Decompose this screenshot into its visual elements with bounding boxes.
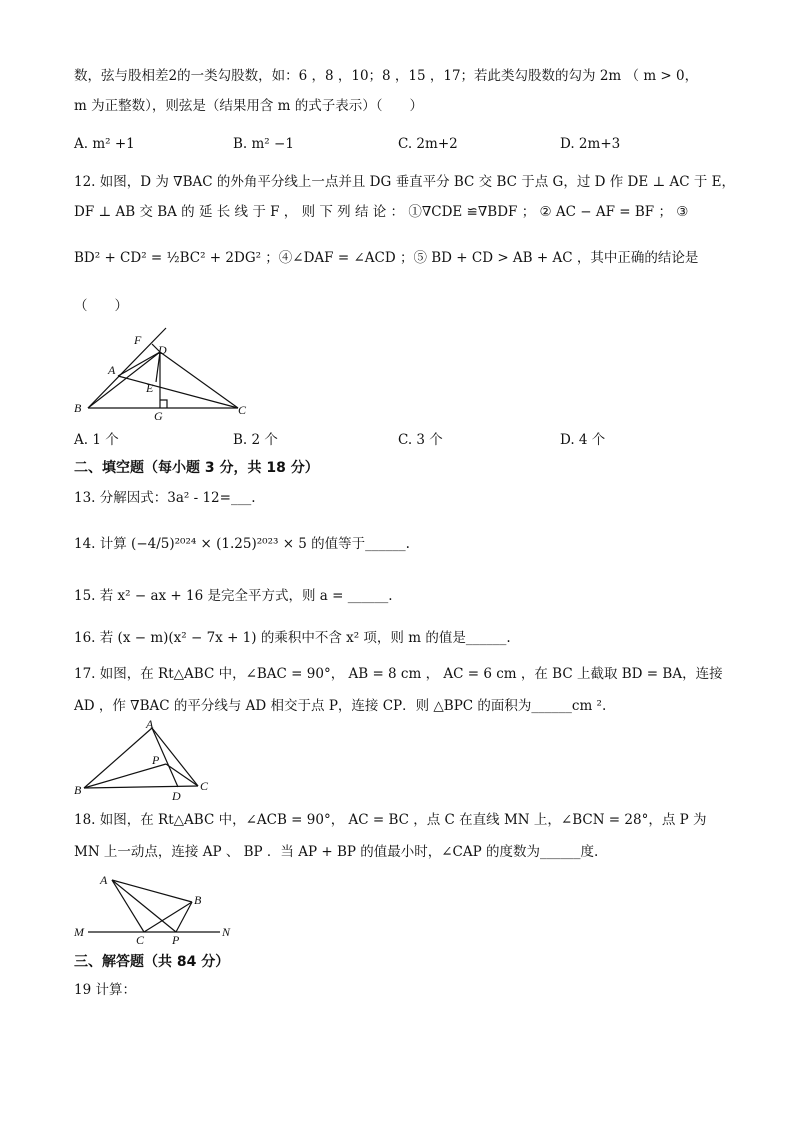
q17-figure [72, 720, 222, 802]
q19: 19 计算： [74, 982, 136, 998]
q17-label-p: P [152, 753, 160, 767]
q18-label-m: M [74, 925, 84, 939]
q11-line2: m 为正整数），则弦是（结果用含 m 的式子表示）（ ） [74, 98, 423, 114]
q17-segment-cp [166, 764, 198, 786]
q17-segment-bc [84, 786, 198, 788]
q17-line1: 17. 如图，在 Rt△ABC 中，∠BAC = 90°， AB = 8 cm ， AC = 6 cm ，在 BC 上截取 BD = BA，连接 [74, 666, 723, 682]
q12-line-bf [88, 328, 166, 408]
q18-segment-bc [144, 902, 192, 932]
q12-option-d: D. 4 个 [560, 432, 606, 448]
q12-line4: （ ） [74, 298, 128, 314]
q17-label-a: A [146, 720, 154, 731]
q16: 16. 若 (x − m)(x² − 7x + 1) 的乘积中不含 x² 项，则 m 的值是______. [74, 630, 511, 646]
q12-segment-bd [88, 352, 160, 408]
q12-figure [72, 326, 262, 422]
q17-label-b: B [74, 783, 82, 797]
q12-line2: DF ⊥ AB 交 BA 的 延 长 线 于 F ， 则 下 列 结 论 ： ①∇CDE ≌∇BDF ； ② AC − AF = BF ； ③ [74, 204, 689, 220]
q15: 15. 若 x² − ax + 16 是完全平方式，则 a = ______. [74, 588, 393, 604]
q18-label-a: A [100, 873, 108, 887]
q11-option-a: A. m² +1 [74, 136, 135, 152]
q14: 14. 计算 (−4/5)²⁰²⁴ × (1.25)²⁰²³ × 5 的值等于______. [74, 536, 410, 552]
q12-option-a: A. 1 个 [74, 432, 119, 448]
q12-option-b: B. 2 个 [233, 432, 278, 448]
q17-segment-bp [84, 764, 166, 788]
q12-label-d: D [158, 343, 167, 357]
q12-label-b: B [74, 401, 82, 415]
q18-line1: 18. 如图，在 Rt△ABC 中，∠ACB = 90°， AC = BC ，点 C 在直线 MN 上，∠BCN = 28°，点 P 为 [74, 812, 707, 828]
q17-segment-ab [84, 728, 152, 788]
q18-figure [72, 868, 242, 948]
q11-option-c: C. 2m+2 [398, 136, 458, 152]
q12-label-g: G [154, 409, 163, 422]
q12-label-c: C [238, 403, 247, 417]
q18-label-b: B [194, 893, 202, 907]
section-3-heading: 三、解答题（共 84 分） [74, 954, 230, 970]
q12-segment-ac [118, 376, 238, 408]
q18-line2: MN 上一动点，连接 AP 、 BP ．当 AP + BP 的值最小时，∠CAP 的度数为______度. [74, 844, 599, 860]
q12-label-e: E [146, 381, 154, 395]
q12-segment-cd [160, 352, 238, 408]
q11-line1: 数，弦与股相差2的一类勾股数，如：6 ，8 ，10；8 ，15 ，17；若此类勾股数的勾为 2m （ m > 0， [74, 68, 699, 84]
q18-label-p: P [172, 933, 180, 947]
q17-line2: AD ，作 ∇BAC 的平分线与 AD 相交于点 P，连接 CP．则 △BPC 的面积为______cm ². [74, 698, 607, 714]
q17-label-c: C [200, 779, 209, 793]
q12-label-f: F [134, 333, 142, 347]
q12-label-a: A [108, 363, 116, 377]
q13: 13. 分解因式：3a² - 12=___. [74, 490, 256, 506]
q12-line3: BD² + CD² = ½BC² + 2DG² ；④∠DAF = ∠ACD ；⑤ BD + CD > AB + AC ，其中正确的结论是 [74, 250, 699, 266]
q12-option-c: C. 3 个 [398, 432, 443, 448]
q17-label-d: D [172, 789, 181, 802]
q11-option-d: D. 2m+3 [560, 136, 621, 152]
q11-option-b: B. m² −1 [233, 136, 294, 152]
q12-right-angle-mark [160, 400, 167, 408]
q18-segment-ap [112, 880, 176, 932]
section-2-heading: 二、填空题（每小题 3 分，共 18 分） [74, 460, 319, 476]
q12-line1: 12. 如图，D 为 ∇BAC 的外角平分线上一点并且 DG 垂直平分 BC 交 BC 于点 G，过 D 作 DE ⊥ AC 于 E， [74, 174, 735, 190]
q18-label-n: N [222, 925, 231, 939]
q18-label-c: C [136, 933, 145, 947]
